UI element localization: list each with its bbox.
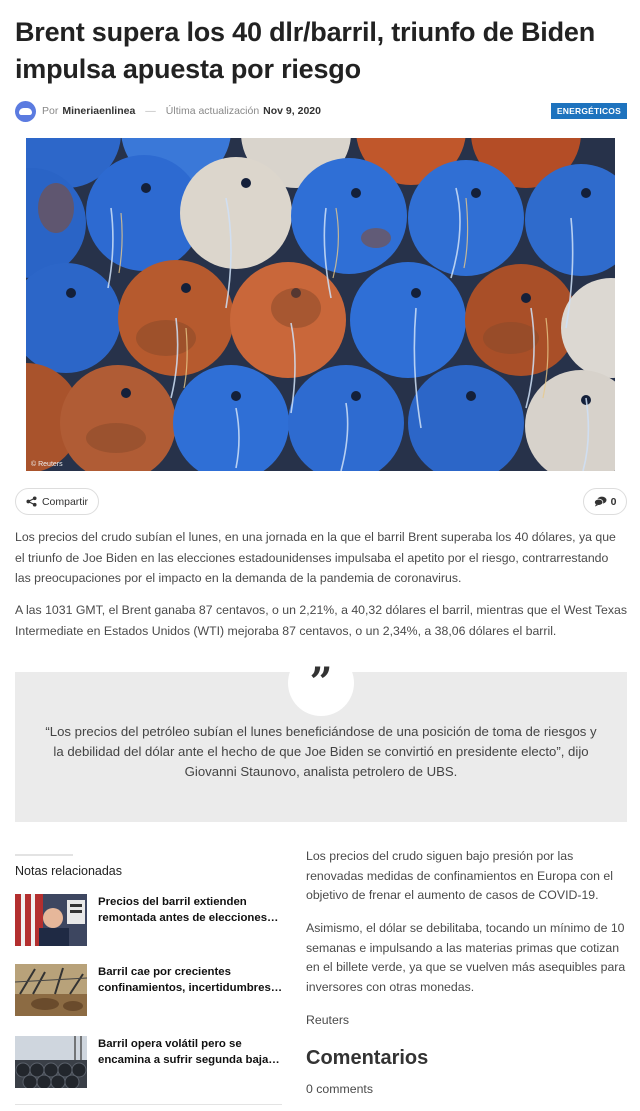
share-icon xyxy=(26,496,37,507)
quote-icon: ” xyxy=(288,650,354,716)
share-button[interactable] xyxy=(15,488,99,515)
comment-bubble-icon xyxy=(594,496,607,507)
article-paragraph: Los precios del crudo siguen bajo presión por las renovadas medidas de confinamientos en Europa con el objetivo de frenar el aumento de casos de COVID-19. xyxy=(306,849,613,902)
related-item-title[interactable]: Barril opera volátil pero se encamina a sufrir segunda baja… xyxy=(98,1038,280,1066)
related-item-title[interactable]: Precios del barril extienden remontada antes de elecciones… xyxy=(98,896,279,924)
related-item[interactable] xyxy=(15,964,285,1018)
comment-count: 0 xyxy=(610,495,617,508)
article-date: Nov 9, 2020 xyxy=(263,105,321,117)
related-item[interactable] xyxy=(15,1036,285,1090)
article-paragraph: Asimismo, el dólar se debilitaba, tocando un mínimo de 10 semanas e impulsando a las materias primas que cotizan en el billete verde, ya que se vuelven más asequibles para inversores con otras monedas. xyxy=(306,921,626,994)
related-heading: Notas relacionadas xyxy=(15,864,123,878)
related-item[interactable] xyxy=(15,894,285,948)
author-link[interactable]: Mineriaenlinea xyxy=(62,105,136,117)
article-source: Reuters xyxy=(306,1013,350,1027)
by-label: Por xyxy=(42,105,59,117)
article-title: Brent supera los 40 dlr/barril, triunfo de Biden impulsa apuesta por riesgo xyxy=(15,17,596,84)
blockquote-text: “Los precios del petróleo subían el lunes beneficiándose de una posición de toma de riesgos y la debilidad del dólar ante el hecho de que Joe Biden se convirtió en presidente electo”, dijo Giovanni Staunovo, analista petrolero de UBS. xyxy=(45,724,597,779)
related-thumbnail[interactable] xyxy=(15,894,87,946)
comments-count: 0 comments xyxy=(306,1082,373,1096)
related-item-title[interactable]: Barril cae por crecientes confinamientos, incertidumbres… xyxy=(98,966,283,994)
share-label: Compartir xyxy=(41,495,89,508)
image-credit: © Reuters xyxy=(31,461,63,468)
related-bottom-divider xyxy=(15,1104,282,1105)
comments-button[interactable] xyxy=(583,488,627,515)
article-paragraph: A las 1031 GMT, el Brent ganaba 87 centavos, o un 2,21%, a 40,32 dólares el barril, mientras que el West Texas Intermediate en Estados Unidos (WTI) mejoraba 87 centavos, o un 2,34%, a 38,06 dólares el barril. xyxy=(15,603,628,638)
category-badge[interactable]: ENERGÉTICOS xyxy=(551,103,627,119)
related-divider xyxy=(15,854,73,856)
related-thumbnail[interactable] xyxy=(15,964,87,1016)
article-paragraph: Los precios del crudo subían el lunes, en una jornada en la que el barril Brent superaba los 40 dólares, ya que el triunfo de Joe Biden en las elecciones estadounidenses impulsaba el apetito por el riesgo, contrarrestando las preocupaciones por el impacto en la demanda de la pandemia de coronavirus. xyxy=(15,530,616,585)
oil-barrels-photo xyxy=(26,138,615,471)
hero-image xyxy=(26,138,615,471)
updated-label: Última actualización xyxy=(165,105,260,117)
comments-heading: Comentarios xyxy=(306,1047,429,1069)
meta-separator: — xyxy=(145,105,156,117)
author-avatar[interactable] xyxy=(15,101,36,122)
related-thumbnail[interactable] xyxy=(15,1036,87,1088)
article-meta xyxy=(15,100,627,122)
